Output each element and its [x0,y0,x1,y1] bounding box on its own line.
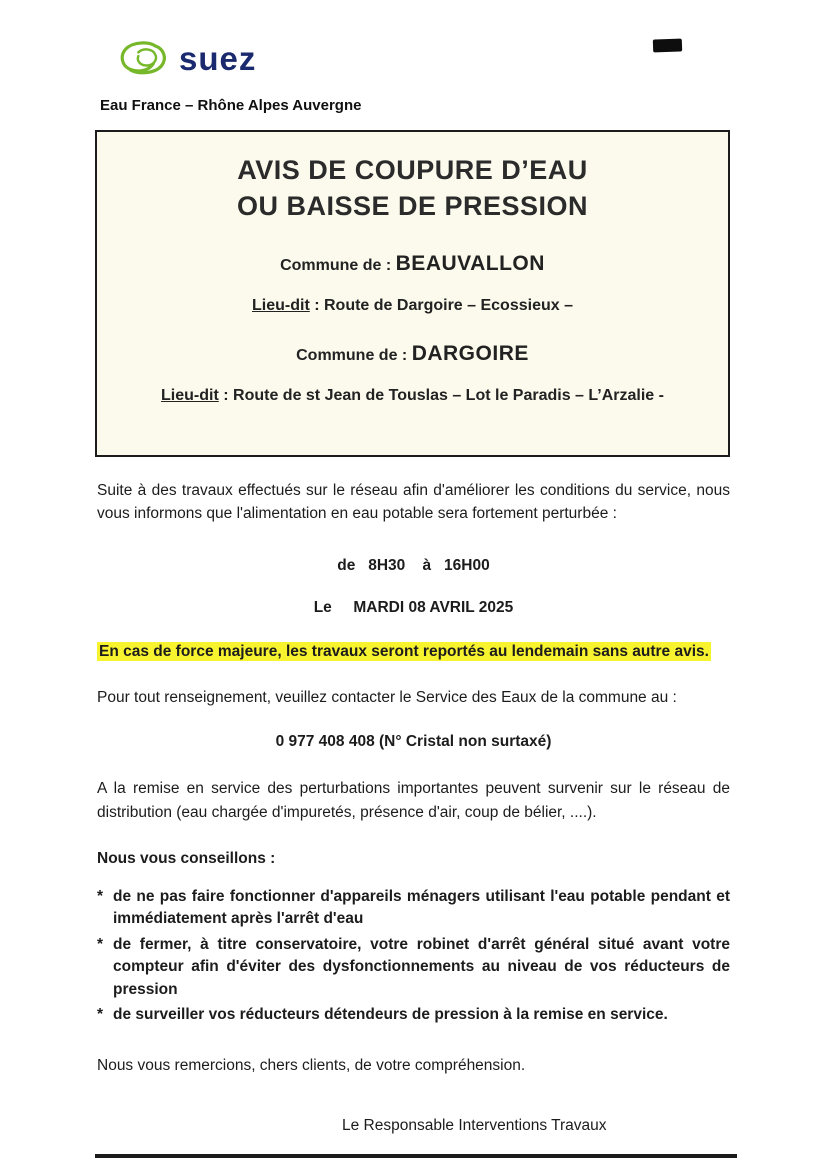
scan-artifact-top-right [653,38,682,52]
bullet-marker: * [97,935,104,953]
bullet-text: de surveiller vos réducteurs détendeurs de pression à la remise en service. [113,1006,668,1024]
suez-logo-icon [114,38,172,83]
suez-logo [114,38,730,83]
phone-number-line: 0 977 408 408 (N° Cristal non surtaxé) [275,733,552,751]
notice-body [0,479,827,1135]
lieu-dit-1-text: : Route de Dargoire – Ecossieux – [309,296,573,314]
bullet-text: de ne pas faire fonctionner d'appareils ménagers utilisant l'eau potable pendant et immédiatement après l'arrêt d'eau [113,887,730,928]
intro-paragraph: Suite à des travaux effectués sur le réseau afin d'améliorer les conditions du service, nous vous informons que l'alimentation en eau potable sera fortement perturbée : [97,481,730,523]
notice-title-line1: AVIS DE COUPURE D’EAU [237,155,588,185]
commune-1-name: BEAUVALLON [395,251,545,275]
outage-date-line: Le MARDI 08 AVRIL 2025 [313,599,514,617]
commune-2-name: DARGOIRE [411,341,529,365]
outage-time-line: de 8H30 à 16H00 [337,557,490,575]
region-line: Eau France – Rhône Alpes Auvergne [100,97,362,114]
lieu-dit-2-text: : Route de st Jean de Touslas – Lot le Paradis – L’Arzalie - [218,386,664,404]
lieu-dit-2 [109,387,716,405]
bullet-marker: * [97,887,104,905]
force-majeure-highlight: En cas de force majeure, les travaux seront reportés au lendemain sans autre avis. [99,643,709,661]
bullet-text: de fermer, à titre conservatoire, votre robinet d'arrêt général situé avant votre compteur afin d'éviter des dysfonctionnements au niveau de vos réducteurs de pression [113,935,730,998]
signature-line: Le Responsable Interventions Travaux [342,1116,607,1134]
bullet-marker: * [97,1006,104,1024]
notice-title-line2: OU BAISSE DE PRESSION [236,191,589,222]
notice-box [95,130,730,457]
advice-list [97,886,730,1027]
commune-2-label: Commune de : [296,346,412,364]
list-item [97,1004,730,1026]
commune-1-label: Commune de : [280,256,396,274]
notice-title [109,152,716,225]
force-majeure-notice [97,643,730,661]
thanks-paragraph: Nous vous remercions, chers clients, de votre compréhension. [97,1056,526,1074]
commune-2 [109,342,716,366]
lieu-dit-2-label: Lieu-dit [161,386,219,404]
advice-title: Nous vous conseillons : [97,849,276,867]
lieu-dit-1-label: Lieu-dit [252,296,310,314]
document-header [0,0,827,114]
commune-1 [109,252,716,276]
scan-artifact-bottom-line [95,1154,737,1158]
list-item [97,934,730,1001]
service-restore-paragraph: A la remise en service des perturbations importantes peuvent survenir sur le réseau de distribution (eau chargée d'impuretés, présence d'air, coup de bélier, ....). [97,780,730,821]
contact-paragraph: Pour tout renseignement, veuillez contacter le Service des Eaux de la commune au : [97,689,677,707]
lieu-dit-1 [109,297,716,315]
list-item [97,886,730,931]
suez-logo-text: suez [179,40,257,77]
